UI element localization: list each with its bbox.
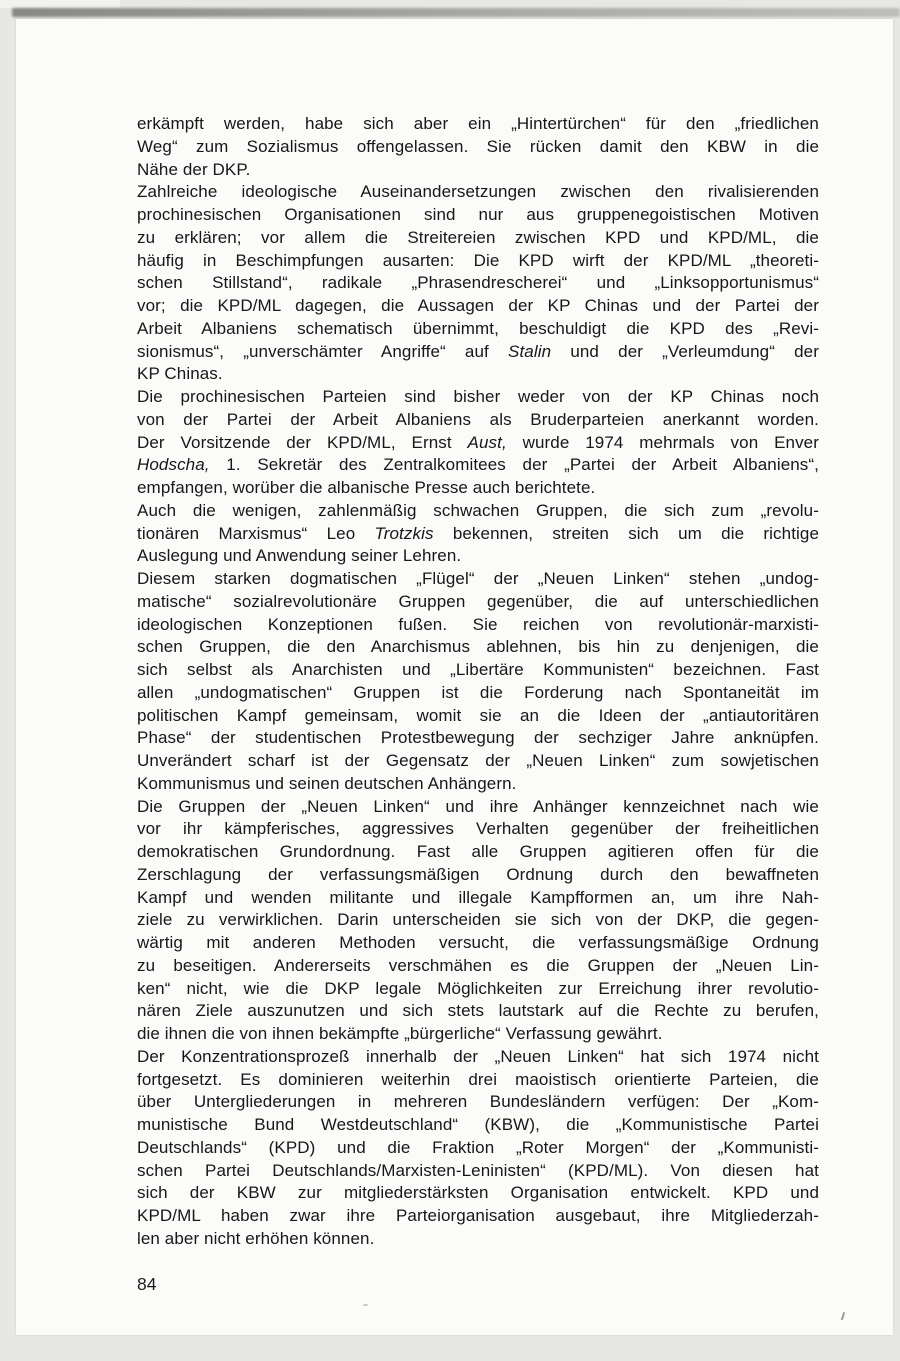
paragraph — [137, 568, 819, 796]
text-line: sich selbst als Anarchisten und „Libertäre Kommunisten“ bezeichnen. Fast — [137, 660, 819, 679]
paragraph — [137, 386, 819, 500]
text-line: Weg“ zum Sozialismus offengelassen. Sie rücken damit den KBW in die — [137, 136, 819, 156]
text-line: Auslegung und Anwendung seiner Lehren. — [137, 546, 462, 566]
text-line: sich der KBW zur mitgliederstärksten Organisation entwickelt. KPD und — [137, 1183, 819, 1203]
text-line: Der Vorsitzende der KPD/ML, Ernst Aust, wurde 1974 mehrmals von Enver — [137, 432, 819, 452]
document-page — [16, 19, 893, 1335]
text-line: ken“ nicht, wie die DKP legale Möglichkeiten zur Erreichung ihrer revolutio- — [137, 978, 819, 998]
text-line: len aber nicht erhöhen können. — [137, 1228, 375, 1248]
text-line: KPD/ML haben zwar ihre Parteiorganisation ausgebaut, ihre Mitgliederzah- — [137, 1206, 819, 1225]
text-line: empfangen, worüber die albanische Presse auch berichtete. — [137, 478, 596, 497]
body-text — [137, 113, 819, 1251]
text-line: von der Partei der Arbeit Albaniens als Bruderparteien anerkannt worden. — [137, 409, 819, 429]
paragraph — [137, 500, 819, 568]
text-line: sionismus“, „unverschämter Angriffe“ auf Stalin und der „Verleumdung“ der — [137, 341, 819, 361]
text-line: ideologischen Konzeptionen fußen. Sie reichen von revolutionär-marxisti- — [137, 614, 819, 634]
text-line: Nähe der DKP. — [137, 159, 251, 179]
text-line: Unverändert scharf ist der Gegensatz der „Neuen Linken“ zum sowjetischen — [137, 751, 819, 770]
page-number: 84 — [137, 1274, 157, 1294]
text-line: prochinesischen Organisationen sind nur aus gruppenegoistischen Motiven — [137, 205, 819, 224]
text-line: ziele zu verwirklichen. Darin unterscheiden sie sich von der DKP, die gegen- — [137, 910, 819, 930]
text-line: nären Ziele auszunutzen und sich stets lautstark auf die Rechte zu berufen, — [137, 1001, 819, 1021]
text-line: Auch die wenigen, zahlenmäßig schwachen Gruppen, die sich zum „revolu- — [137, 500, 819, 520]
text-line: Deutschlands“ (KPD) und die Fraktion „Roter Morgen“ der „Kommunisti- — [137, 1137, 819, 1157]
paragraph — [137, 113, 819, 181]
text-line: zu beseitigen. Andererseits verschmähen es die Gruppen der „Neuen Lin- — [137, 955, 819, 975]
text-line: vor; die KPD/ML dagegen, die Aussagen der KP Chinas und der Partei der — [137, 296, 819, 315]
text-line: erkämpft werden, habe sich aber ein „Hintertürchen“ für den „friedlichen — [137, 114, 819, 133]
scan-corner-highlight — [0, 0, 120, 8]
scan-top-edge-shadow — [12, 8, 900, 17]
text-line: schen Stillstand“, radikale „Phrasendrescherei“ und „Linksopportunismus“ — [137, 273, 819, 293]
text-line: über Untergliederungen in mehreren Bundesländern verfügen: Der „Kom- — [137, 1092, 819, 1112]
text-line: zu erklären; vor allem die Streitereien zwischen KPD und KPD/ML, die — [137, 227, 819, 247]
text-line: munistische Bund Westdeutschland“ (KBW), die „Kommunistische Partei — [137, 1115, 819, 1134]
text-line: Hodscha, 1. Sekretär des Zentralkomitees der „Partei der Arbeit Albaniens“, — [137, 455, 819, 475]
text-line: Zerschlagung der verfassungsmäßigen Ordnung durch den bewaffneten — [137, 864, 819, 884]
text-line: wärtig mit anderen Methoden versucht, die verfassungsmäßige Ordnung — [137, 933, 819, 952]
text-line: Kampf und wenden militante und illegale Kampfformen an, um ihre Nah- — [137, 887, 819, 907]
scan-speck — [363, 1304, 368, 1306]
text-line: häufig in Beschimpfungen ausarten: Die KPD wirft der KPD/ML „theoreti- — [137, 250, 819, 270]
text-line: vor ihr kämpferisches, aggressives Verhalten gegenüber der freiheitlichen — [137, 819, 819, 839]
text-line: die ihnen die von ihnen bekämpfte „bürgerliche“ Verfassung gewährt. — [137, 1024, 663, 1043]
text-line: politischen Kampf gemeinsam, womit sie an die Ideen der „antiautoritären — [137, 705, 819, 725]
paragraph — [137, 181, 819, 386]
text-line: Der Konzentrationsprozeß innerhalb der „Neuen Linken“ hat sich 1974 nicht — [137, 1046, 819, 1066]
paragraph — [137, 1046, 819, 1251]
text-line: demokratischen Grundordnung. Fast alle Gruppen agitieren offen für die — [137, 842, 819, 861]
text-line: Phase“ der studentischen Protestbewegung der sechziger Jahre anknüpfen. — [137, 728, 819, 748]
text-line: Zahlreiche ideologische Auseinandersetzungen zwischen den rivalisierenden — [137, 182, 819, 202]
text-line: schen Gruppen, die den Anarchismus ablehnen, bis hin zu denjenigen, die — [137, 637, 819, 657]
text-line: Kommunismus und seinen deutschen Anhängern. — [137, 773, 517, 793]
text-line: matische“ sozialrevolutionäre Gruppen gegenüber, die auf unterschiedlichen — [137, 591, 819, 611]
text-line: tionären Marxismus“ Leo Trotzkis bekennen, streiten sich um die richtige — [137, 523, 820, 543]
text-line: Die prochinesischen Parteien sind bisher weder von der KP Chinas noch — [137, 387, 819, 406]
text-line: KP Chinas. — [137, 364, 223, 384]
text-line: allen „undogmatischen“ Gruppen ist die Forderung nach Spontaneität im — [137, 682, 819, 702]
scan-artifact-slash — [841, 1312, 845, 1320]
text-line: Arbeit Albaniens schematisch übernimmt, beschuldigt die KPD des „Revi- — [137, 318, 819, 338]
text-line: fortgesetzt. Es dominieren weiterhin drei maoistisch orientierte Parteien, die — [137, 1069, 819, 1089]
text-line: schen Partei Deutschlands/Marxisten-Leninisten“ (KPD/ML). Von diesen hat — [137, 1160, 819, 1180]
text-line: Die Gruppen der „Neuen Linken“ und ihre Anhänger kennzeichnet nach wie — [137, 796, 819, 816]
paragraph — [137, 796, 819, 1046]
text-line: Diesem starken dogmatischen „Flügel“ der „Neuen Linken“ stehen „undog- — [137, 569, 819, 588]
